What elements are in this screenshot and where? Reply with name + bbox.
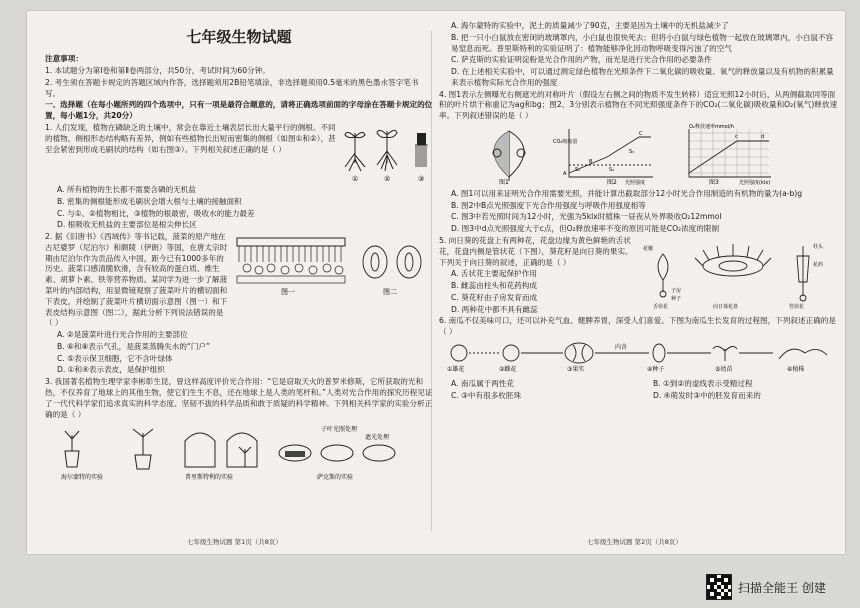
chart3-point-d: d [761,134,765,141]
fig5-label-stigma: 柱头 [813,243,824,250]
question-2 [45,232,433,330]
chart2-xlabel: 光照强度 [625,180,646,186]
experiment-figure [45,421,425,483]
q6-option-c: C. ③中有很多枚胚珠 [451,390,522,400]
exam-sheet [26,10,846,555]
q1-option-c: C. 与①、②植物相比，③植物的根最密，吸收水的能力最差 [57,208,255,218]
fig3-caption-1: 海尔蒙特的实验 [61,474,104,482]
q6-options-row-1 [439,379,839,391]
q1-option-d: D. 根吸收无机盐的主要部位是根尖伸长区 [57,220,197,230]
q2-option-a: A. ②是菠菜叶进行光合作用的主要部位 [57,330,188,340]
notice-heading: 注意事项： [45,54,83,64]
fig5-label-petal: 花瓣 [643,245,654,252]
q6-label-fruit: ③果实 [567,365,585,373]
q6-label-seed: ④种子 [647,365,665,373]
notice-1: 1. 本试题分为第Ⅰ卷和第Ⅱ卷两部分，共50分，考试时间为60分钟。 [45,66,270,76]
pumpkin-lifecycle-figure [439,339,839,375]
question-1 [45,123,433,185]
q5-option-c: C. 葵花籽由子房发育而成 [451,292,538,302]
q6-label-seedling: ⑤幼苗 [715,365,733,373]
q4-option-c: C. 图3中若光照时间为12小时，光强为5klx时植株一昼夜从外界吸收O₂12mmol [451,212,722,222]
q5-option-a: A. 舌状花主要起保护作用 [451,269,537,279]
fig2-caption-1: 图一 [281,288,295,297]
fig1-label-1: ① [352,174,359,183]
footer-left: 七年级生物试题 第1页（共8页） [187,538,282,546]
q4-option-b: B. 图2中B点光照强度下光合作用强度与呼吸作用强度相等 [451,200,646,210]
q6-options-row-2 [439,391,839,403]
question-1-stem: 1. 人们发现，植物在磷缺乏的土壤中，常会在靠近土壤表层长出大量平行的侧根。不同的植物，侧根形态结构略有差异，例如有些植物长出短而密集的侧根（如图①和②），甚至会紧密到形成毛刷状的结构（如右图③）。下列相关叙述正确的是（ ） [45,122,336,154]
chart2-area-s1: S₁ [575,167,581,174]
chart3-ylabel: O₂释放速率mmol/h [689,124,734,131]
question-5 [439,236,839,316]
fig5-label-ovary: 子房 [671,287,682,294]
q6-label-female-flower: ②雌花 [499,365,517,373]
fig5-label-ray: 舌状花 [653,303,669,310]
q3-option-b: B. 把一只小白鼠放在密闭的玻璃罩内，小白鼠也很快死去；但将小白鼠与绿色植物一起放在玻璃罩内，小白鼠不容易窒息而死。普里斯特利的实验证明了：植物能够净化因动物呼吸变得污浊了的空气 [451,32,834,53]
chart3-xlabel: 光照强度(klx) [739,180,771,186]
q2-option-c: C. ⑤表示保卫细胞，它不含叶绿体 [57,353,173,363]
fig5-label-head: 向日葵花盘 [713,303,739,310]
q6-option-b: B. ①到②的虚线表示受精过程 [653,378,753,388]
question-2-stem: 2. 据《旧唐书》《西域传》等书记载，菠菜的原产地在古尼婆罗（尼泊尔）和颇陵（伊朗）等国，在唐太宗时期由尼泊尔作为贡品传入中国，距今已有1000多年的历史。菠菜口感清脆软滑，含有较高的蛋白质、维生素、胡萝卜素、铁等营养物质。某同学为进一步了解菠菜叶的内部结构，用显微镜观察了菠菜叶片的横切面和下表皮，并绘制了菠菜叶片横切面示意图（图一）和下表皮结构示意图（图二），据此分析下列说法错误的是（ ） [45,232,228,328]
fig3-label-light: 子叶光照处理 [321,426,358,434]
chart2-area-s3: S₃ [629,149,635,156]
q1-option-b: B. 密集的侧根能形成毛刷状会增大根与土壤的接触面积 [57,196,242,206]
scanner-watermark [706,574,826,600]
page-left [45,21,433,487]
chart2-ylabel: CO₂吸收量 [553,139,578,146]
chart3-point-c: c [735,134,738,141]
notice-2: 2. 考生须在答题卡规定的答题区域内作答，选择题须用2B铅笔填涂，非选择题须用0.5毫米的黑色墨水签字笔书写。 [45,77,419,98]
question-3-stem: 3. 我国著名植物生理学家李彬彰生昆，曾这样高度评价光合作用：“它是窃取天火的普罗米修斯，它所获取的光和热，不仅养育了地球上的其他生物，使它们生生不息，还在地球上是人类的笔杆和。”人类对光合作用的探究历程见证了一代代科学家们追求真实的科学态度、坚韧不拔的科学品质和敢于质疑的科学精神。下列相关科学家的实验分析正确的是（ ） [45,377,433,419]
qr-code-icon [706,574,732,600]
q6-label-male-flower: ①雄花 [447,365,465,373]
question-6-stem: 6. 南瓜不仅美味可口，还可以补充气血、健脾养胃，深受人们喜爱。下图为南瓜生长发育的过程图，下列叙述正确的是（ ） [439,316,836,337]
chart2-point-c: C [639,131,643,138]
fig1-label-3: ③ [418,174,425,183]
page-right [439,21,839,402]
sunflower-figure [643,236,839,312]
q5-option-b: B. 雌蕊由柱头和花药构成 [451,281,537,291]
fig5-label-disc: 管状花 [789,303,805,310]
footer-right: 七年级生物试题 第2页（共8页） [587,538,682,546]
question-5-stem: 5. 向日葵的花盘上有两种花，花盘边缘为黄色鲜艳的舌状花，花盘内侧是管状花（下图），葵花籽是向日葵的果实。下列关于向日葵的叙述，正确的是（ ） [439,235,633,267]
fig2-caption-2: 图二 [383,288,397,297]
chart2-point-b: B [589,159,593,166]
chart2-point-a: A [563,171,567,178]
leaf-section-figure [233,232,433,298]
q2-option-d: D. ①和④表示表皮，是保护组织 [57,365,165,375]
q3-option-c: C. 萨克斯的实验证明淀粉是光合作用的产物，而光是进行光合作用的必要条件 [451,55,712,65]
exam-title: 七年级生物试题 [186,28,292,46]
chart2-area-s2: S₂ [609,167,615,174]
section-1-heading: 一、选择题（在每小题所列的四个选项中，只有一项是最符合题意的，请将正确选项前面的字母涂在答题卡规定的位置，每小题1分，共20分） [45,100,433,121]
q1-option-a: A. 所有植物的生长都不需要含磷的无机盐 [57,184,196,194]
fig3-caption-2: 普里斯特利的实验 [185,474,234,482]
question-4-stem: 4. 图1表示左侧曝光右侧遮光的对称叶片（假设左右侧之间的物质不发生转移）适宜光照12小时后，从两侧截取同等面积的叶片烘干称重记为ag和bg；图2、3分别表示植物在不同光照强度条件下的CO₂(二氧化碳)吸收量和O₂(氧气)释放速率。下列叙述错误的是（ ） [439,89,838,121]
q4-option-a: A. 图1可以用来证明光合作用需要光照，并能计算出截取部分12小时光合作用制造的有机物的量为(a-b)g [451,188,803,198]
q3-option-d: D. 在上述相关实验中，可以通过测定绿色植物在光照条件下二氧化碳的吸收量、氧气的释放量以及有机物的积累量来表示植物实际光合作用的强度 [451,67,834,87]
fig4-caption-2: 图2 [607,179,617,186]
fig4-caption-1: 图1 [499,179,509,186]
fig1-label-2: ② [384,174,391,183]
q5-option-d: D. 两种花中都不具有雌蕊 [451,304,538,314]
scanner-brand-text: 扫描全能王 创建 [738,580,826,595]
fig3-label-dark: 遮光处理 [365,434,390,442]
fig5-label-seed: 种子 [671,295,682,302]
q3-option-a: A. 海尔蒙特的实验中，泥土的质量减少了90克，主要是因为土壤中的无机盐减少了 [451,21,729,30]
q4-option-d: D. 图3中d点光照强度大于c点，但O₂释放速率不变的原因可能是CO₂浓度的限制 [451,224,720,234]
fig5-label-anther: 花药 [813,261,824,268]
fig4-caption-3: 图3 [709,179,719,186]
root-figure [341,123,433,185]
q6-label-contains: 内含 [615,343,628,351]
q6-label-plant: ⑥植株 [787,365,805,373]
fig3-caption-3: 萨克斯的实验 [317,474,354,482]
q2-option-b: B. ⑥和⑧表示气孔，是菠菜蒸腾失水的“门户” [57,341,211,351]
photosynthesis-figures [439,123,839,185]
q6-option-d: D. ④萌发时③中的胚发育而来的 [653,390,761,400]
q6-option-a: A. 南瓜属于两性花 [451,378,515,388]
